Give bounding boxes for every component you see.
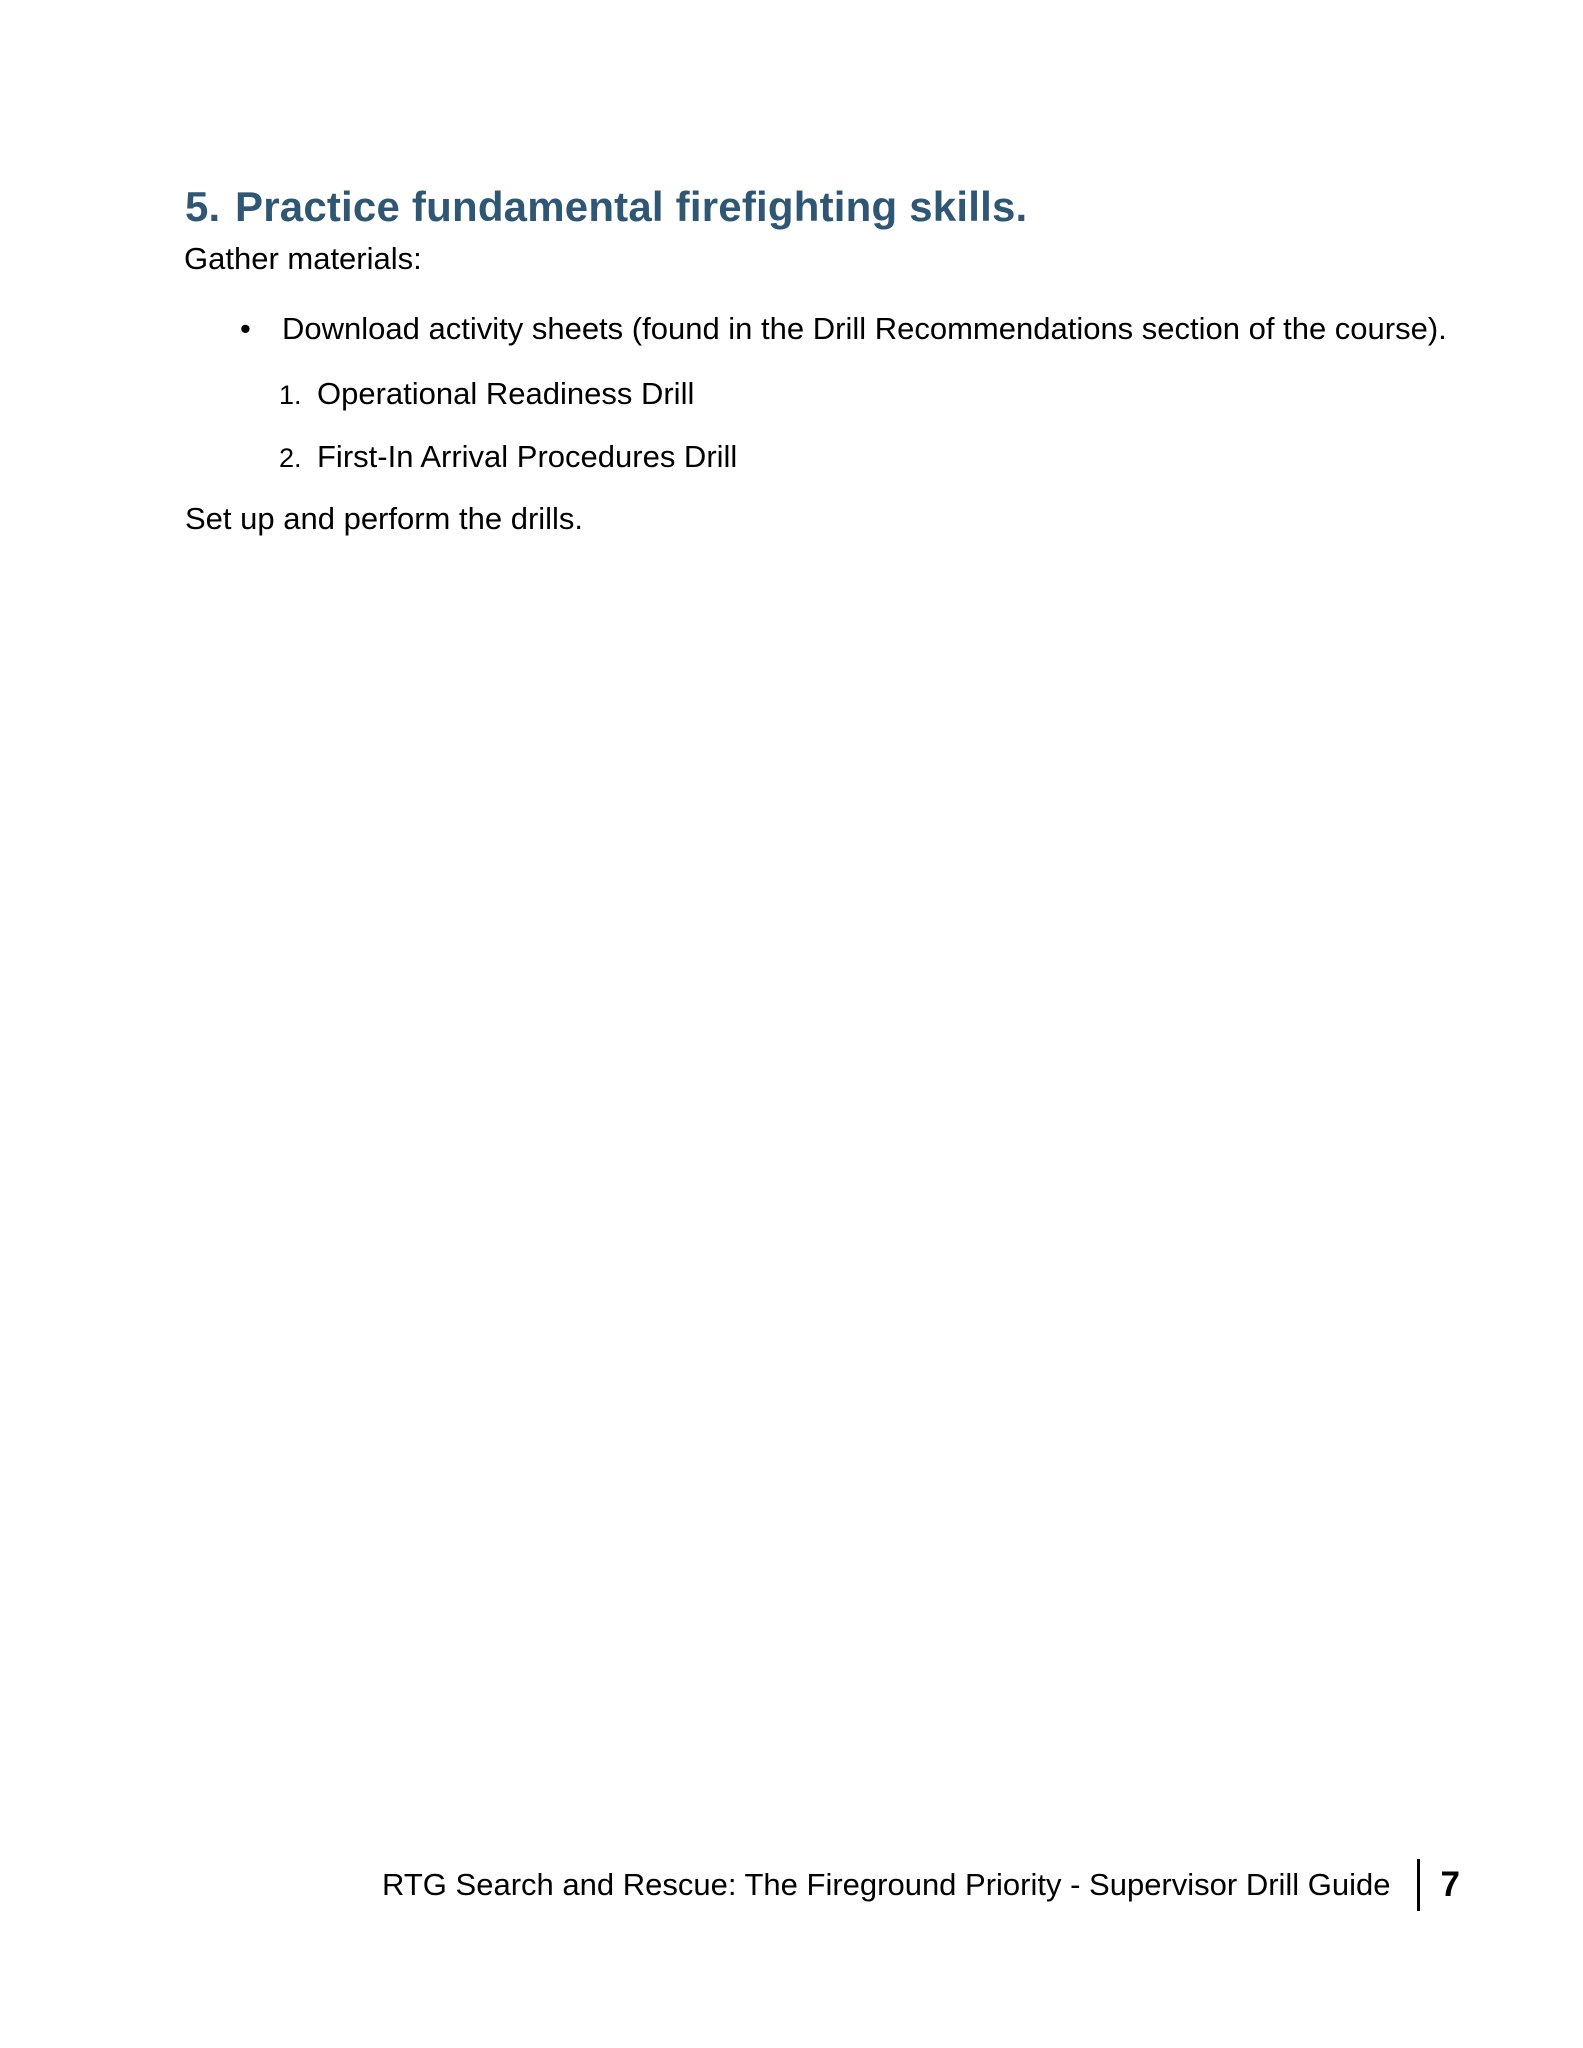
section-heading-number: 5. (185, 183, 221, 230)
footer-document-title: RTG Search and Rescue: The Fireground Priority - Supervisor Drill Guide (382, 1867, 1391, 1902)
numbered-item-marker: 2. (279, 443, 302, 473)
bullet-marker: • (240, 311, 251, 346)
section-heading (185, 183, 1027, 231)
numbered-item-text: Operational Readiness Drill (317, 376, 695, 411)
bullet-list-item (240, 311, 1447, 347)
section-heading-title: Practice fundamental firefighting skills. (235, 183, 1028, 230)
numbered-item-text: First-In Arrival Procedures Drill (317, 439, 738, 474)
footer-page-number: 7 (1440, 1865, 1460, 1904)
page-footer (382, 1858, 1460, 1912)
bullet-item-text: Download activity sheets (found in the Drill Recommendations section of the course). (282, 311, 1447, 346)
numbered-list-item (279, 376, 694, 412)
intro-text: Gather materials: (184, 241, 422, 276)
numbered-list-item (279, 439, 737, 475)
footer-divider (1417, 1859, 1420, 1911)
closing-text: Set up and perform the drills. (185, 501, 584, 536)
numbered-item-marker: 1. (279, 380, 302, 410)
